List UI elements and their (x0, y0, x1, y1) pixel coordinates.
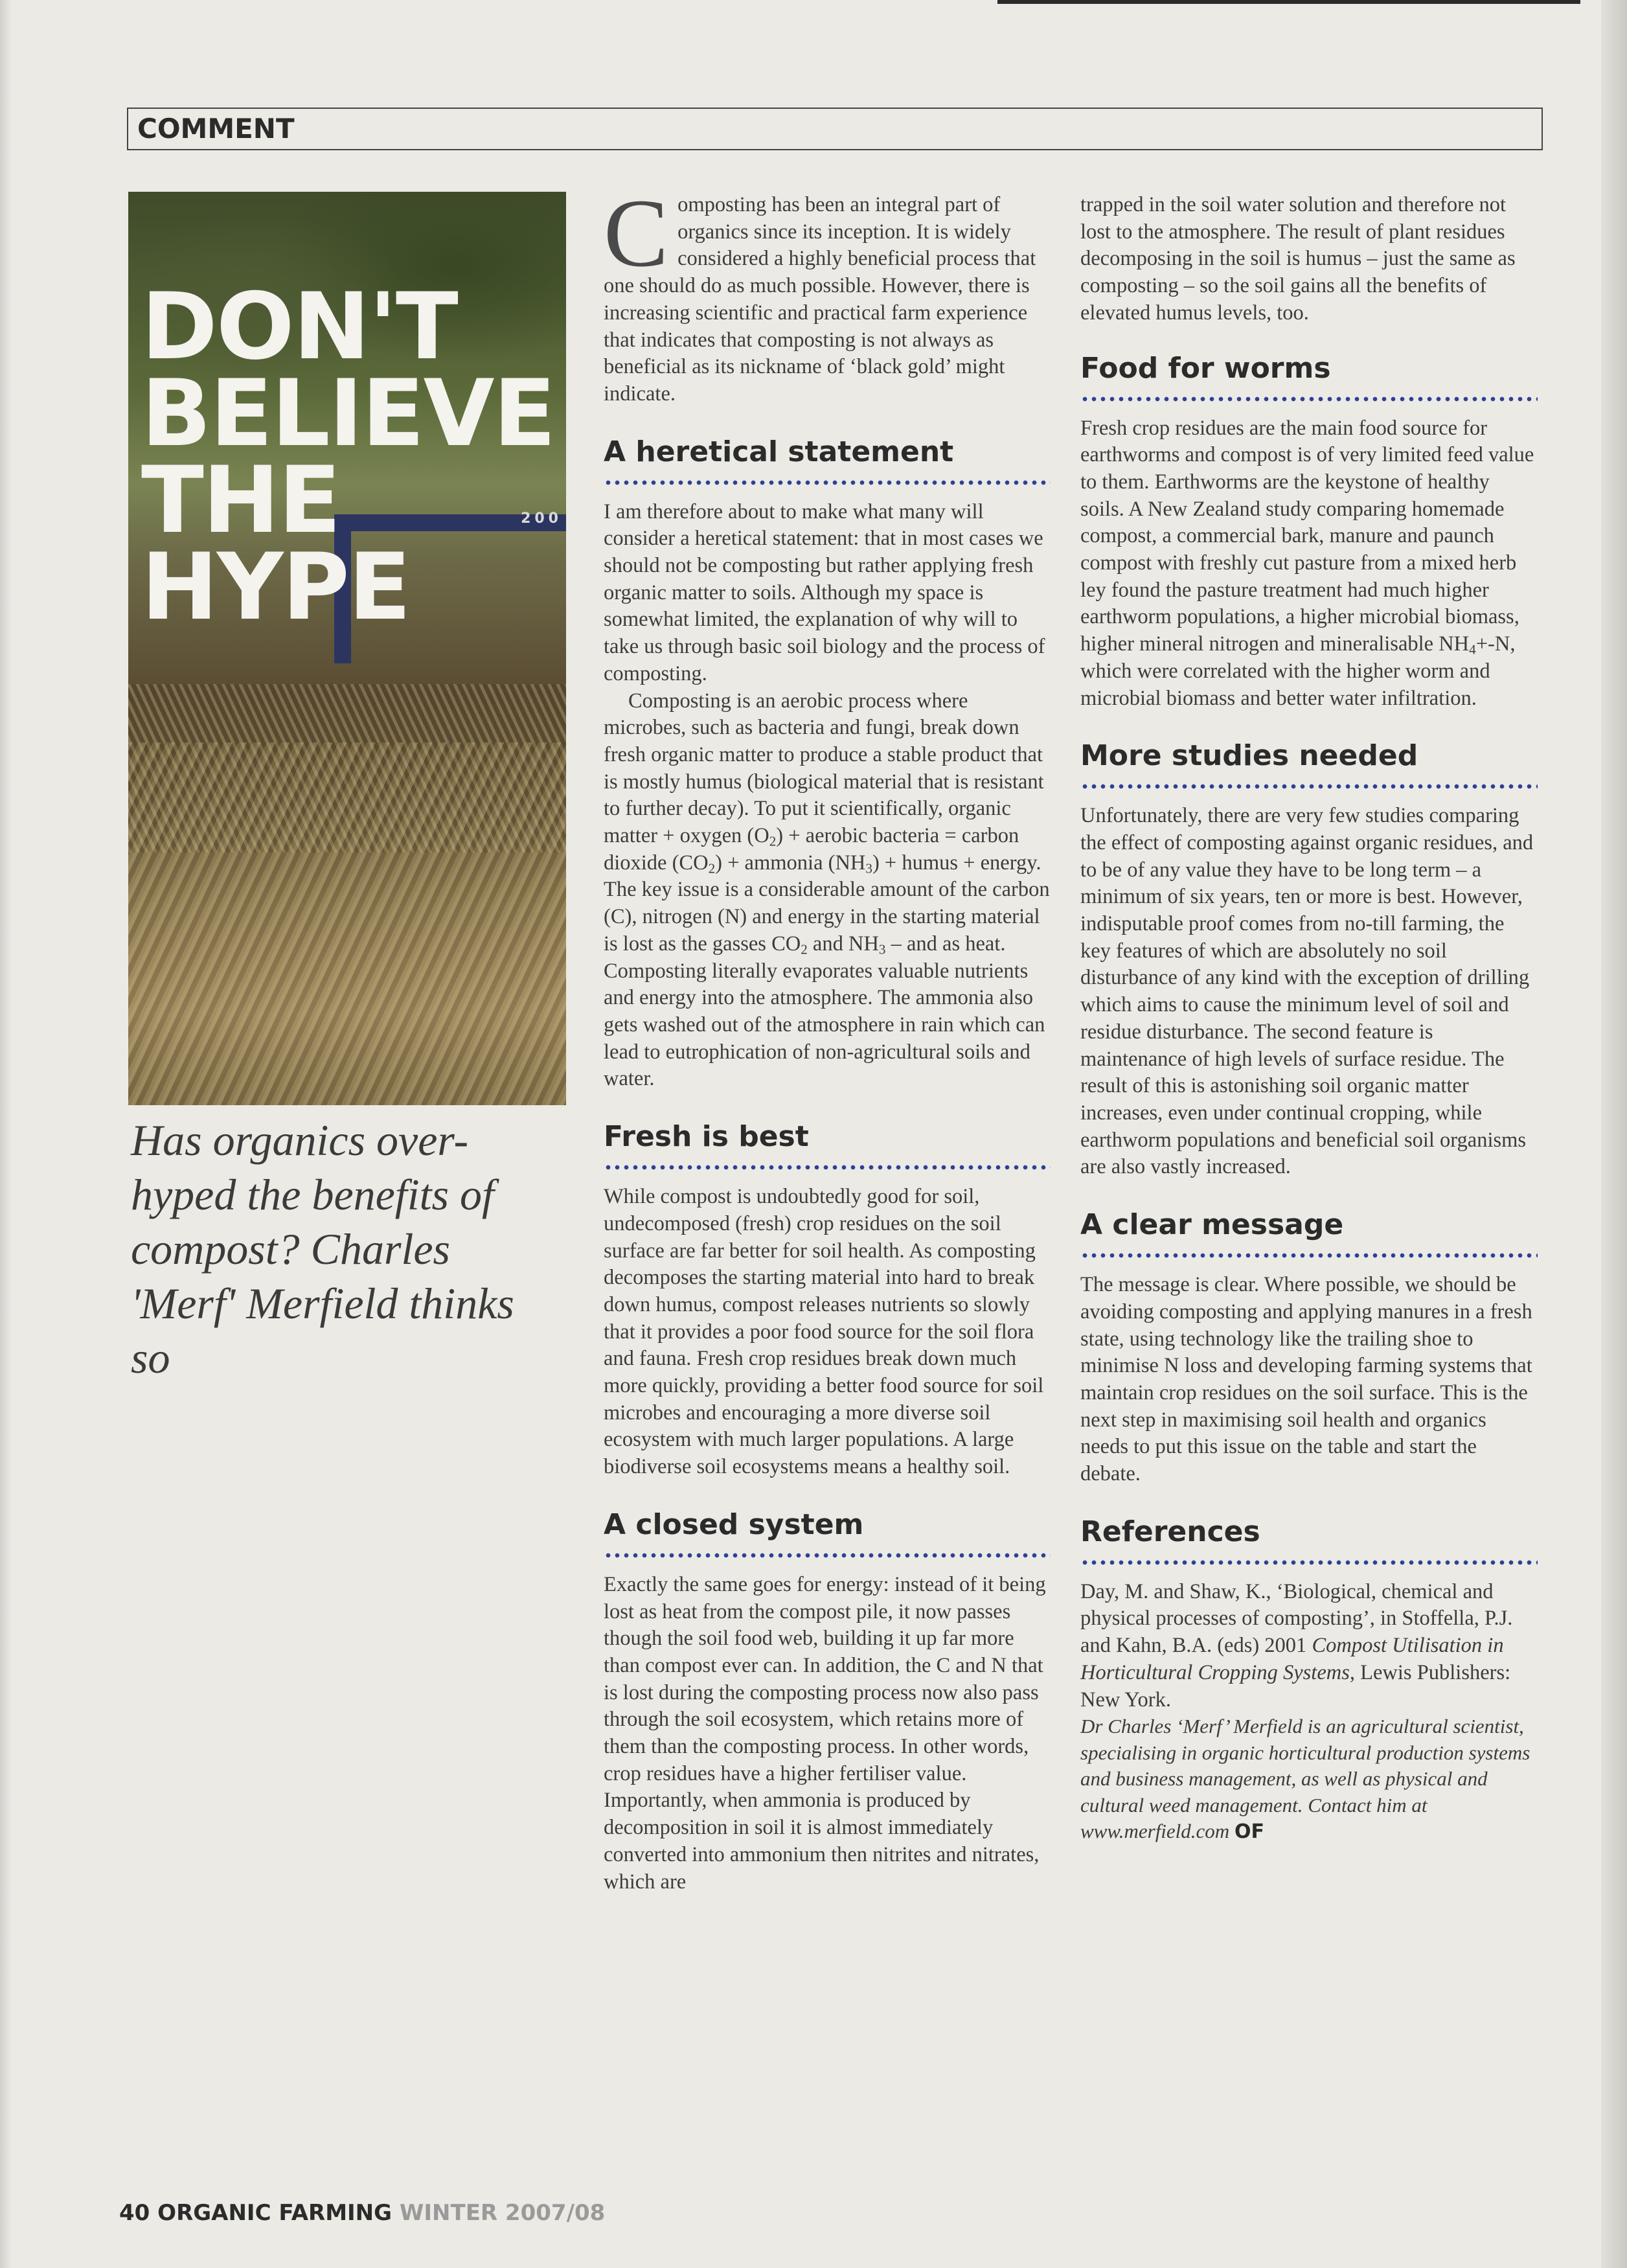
dotted-rule (604, 1164, 1051, 1171)
article-column-1 (604, 179, 1051, 1896)
article-column-2 (1080, 192, 1538, 1846)
paragraph-continued: trapped in the soil water solution and therefore not lost to the atmosphere. The result of plant residues decomposing in the soil is humus – just the same as composting – so the soil gains all the benefits of elevated humus levels, too. (1080, 193, 1516, 325)
paragraph: I am therefore about to make what many will consider a heretical statement: that in most cases we should not be composting but rather applying fresh organic matter to soils. Although my space is somewhat limited, the explanation of why will to take us through basic soil biology and the process of composting. (604, 499, 1045, 685)
subheading-fresh: Fresh is best (604, 1120, 809, 1154)
page-footer (119, 2200, 605, 2226)
dotted-rule (1080, 1559, 1538, 1566)
dotted-rule (604, 1552, 1051, 1559)
subheading-studies: More studies needed (1080, 739, 1418, 773)
dotted-rule (1080, 783, 1538, 790)
section-label: COMMENT (127, 108, 1543, 150)
page-gutter-shadow (0, 0, 12, 2268)
magazine-name: ORGANIC FARMING (157, 2200, 393, 2226)
reference-entry: Day, M. and Shaw, K., ‘Biological, chemical and physical processes of composting’, in Stoffella, P.J. and Kahn, B.A. (eds) 2001 Compost Utilisation in Horticultural Cropping Systems, Lewis Publishers: New York. (1080, 1579, 1513, 1712)
page-edge-shadow (1601, 0, 1627, 2268)
subheading-worms: Food for worms (1080, 351, 1331, 385)
headline-line: THE (141, 447, 340, 554)
subheading-message: A clear message (1080, 1208, 1344, 1242)
page-number: 40 (119, 2200, 150, 2226)
headline-line: BELIEVE (141, 360, 555, 467)
article-headline (141, 273, 555, 641)
paragraph: While compost is undoubtedly good for soil, undecomposed (fresh) crop residues on the soil surface are far better for soil health. As composting decomposes the starting material into hard to break down humus, compost releases nutrients so slowly that it provides a poor food source for the soil flora and fauna. Fresh crop residues break down much more quickly, providing a better food source for soil microbes and encouraging a more diverse soil ecosystem with much larger populations. A large biodiverse soil ecosystems means a healthy soil. (604, 1185, 1044, 1479)
photo-machine-label: 200 (521, 510, 562, 527)
dotted-rule (604, 479, 1051, 486)
photo-straw-foreground (128, 742, 566, 1105)
paragraph: Fresh crop residues are the main food source for earthworms and compost is of very limited feed value to them. Earthworms are the keystone of healthy soils. A New Zealand study comparing homemade compost, a commercial bark, manure and paunch compost with freshly cut pasture from a mixed herb ley found the pasture treatment had much higher earthworm populations, a higher microbial biomass, higher mineral nitrogen and mineralisable $NH_4+-N$, which were correlated with the higher worm and microbial biomass and better water infiltration. (1080, 416, 1534, 710)
end-mark: OF (1234, 1820, 1264, 1844)
intro-text: omposting has been an integral part of organics since its inception. It is widely considered a highly beneficial process that one should do as much possible. However, there is increasing scientific and practical farm experience that indicates that composting is not always as beneficial as its nickname of ‘black gold’ might indicate. (604, 193, 1036, 406)
headline-line: DON'T (141, 273, 457, 380)
standfirst: Has organics over-hyped the benefits of compost? Charles 'Merf' Merfield thinks so (131, 1116, 514, 1382)
issue-date: WINTER 2007/08 (399, 2200, 606, 2226)
paragraph-composting-equation: Composting is an aerobic process where microbes, such as bacteria and fungi, break down fresh organic matter to produce a stable product that is mostly humus (biological material that is resistant to further decay). To put it scientifically, organic matter + oxygen $(O_2)$ + aerobic bacteria = carbon dioxide $(CO_2)$ + ammonia $(NH_3)$ + humus + energy. The key issue is a considerable amount of the carbon (C), nitrogen (N) and energy in the starting material is lost as the gasses $CO_2$ and $NH_3$ – and as heat. Composting literally evaporates valuable nutrients and energy into the atmosphere. The ammonia also gets washed out of the atmosphere in rain which can lead to eutrophication of non-agricultural soils and water. (604, 689, 1050, 1091)
dotted-rule (1080, 1252, 1538, 1259)
paragraph: Unfortunately, there are very few studies comparing the effect of composting against organic residues, and to be of any value they have to be long term – a minimum of six years, ten or more is best. However, indisputable proof comes from no-till farming, the key features of which are absolutely no soil disturbance of any kind with the exception of drilling which aims to cause the minimum level of soil and residue disturbance. The second feature is maintenance of high levels of surface residue. The result of this is astonishing soil organic matter increases, even under continual cropping, while earthworm populations and beneficial soil organisms are also vastly increased. (1080, 804, 1534, 1179)
dotted-rule (1080, 396, 1538, 402)
drop-cap: C (604, 179, 669, 287)
headline-line: HYPE (141, 534, 410, 641)
author-bio: Dr Charles ‘Merf’ Merfield is an agricultural scientist, specialising in organic horticultural production systems and business management, as well as physical and cultural weed management. Contact him at www.merfield.com OF (1080, 1715, 1530, 1844)
intro-paragraph (604, 179, 1051, 408)
subheading-closed-system: A closed system (604, 1507, 864, 1541)
paragraph: The message is clear. Where possible, we should be avoiding composting and applying manures in a fresh state, using technology like the trailing shoe to minimise N loss and developing farming systems that maintain crop residues on the soil surface. This is the next step in maximising soil health and organics needs to put this issue on the table and start the debate. (1080, 1273, 1532, 1486)
subheading-heretical: A heretical statement (604, 435, 954, 468)
subheading-references: References (1080, 1515, 1260, 1548)
paragraph: Exactly the same goes for energy: instead of it being lost as heat from the compost pile, it now passes though the soil food web, building it up far more than compost ever can. In addition, the C and N that is lost during the composting process now also pass through the soil ecosystem, which retains more of them than the composting process. In other words, crop residues have a higher fertiliser value. Importantly, when ammonia is produced by decomposition in soil it is almost immediately converted into ammonium then nitrites and nitrates, which are (604, 1572, 1046, 1894)
article-photo (128, 192, 566, 1105)
top-edge-rule (997, 0, 1580, 4)
